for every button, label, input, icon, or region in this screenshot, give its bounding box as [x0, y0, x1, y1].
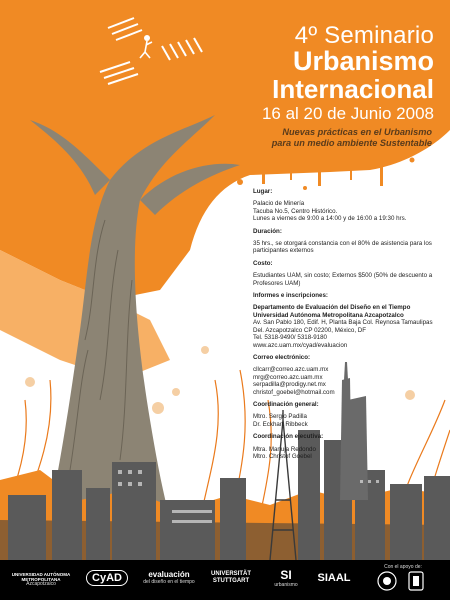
duracion-heading: Duración:	[253, 227, 282, 235]
figure-head	[144, 35, 150, 41]
evaluacion-logo	[138, 570, 200, 585]
evaluacion-logo-name: evaluación	[148, 570, 190, 579]
informes-org: Departamento de Evaluación del Diseño en el Tiempo Universidad Autónoma Metropolitana Azcapotzalco	[253, 304, 411, 319]
correo-heading: Correo electrónico:	[253, 353, 311, 361]
subtitle-line-2: para un medio ambiente Sustentable	[271, 138, 432, 148]
coord-ejecutiva-heading: Coordinación ejecutiva:	[253, 433, 324, 441]
si-logo-sub: urbanismo	[274, 582, 298, 588]
duracion-body: 35 hrs., se otorgará constancia con el 80% de asistencia para los participantes externos	[253, 240, 432, 255]
si-logo-mark: SI	[280, 568, 292, 582]
si-urbanismo-logo	[266, 568, 306, 588]
event-dates: 16 al 20 de Junio 2008	[261, 104, 434, 123]
coord-general-heading: Coordinación general:	[253, 400, 319, 408]
costo-heading: Costo:	[253, 259, 273, 267]
lugar-heading: Lugar:	[253, 188, 273, 195]
sponsor-footer	[0, 560, 450, 600]
stuttgart-line2: STUTTGART	[212, 578, 250, 584]
title-internacional: Internacional	[272, 74, 434, 104]
support-caption: Con el apoyo de:	[384, 564, 422, 570]
stuttgart-line1: UNIVERSITÄT	[210, 571, 251, 577]
correo-body: cllcarr@correo.azc.uam.mx mrg@correo.azc.uam.mx serpadilla@prodigy.net.mx christof_goebel@hotmail.com	[253, 366, 335, 396]
subtitle-line-1: Nuevas prácticas en el Urbanismo	[282, 127, 432, 137]
uam-logo	[10, 572, 72, 587]
siaal-logo: SIAAL	[317, 572, 351, 584]
title-urbanismo: Urbanismo	[292, 46, 434, 76]
uam-logo-name: UNIVERSIDAD AUTÓNOMA METROPOLITANA	[11, 572, 71, 582]
informes-body: Av. San Pablo 180, Edif. H, Planta Baja Col. Reynosa Tamaulipas Del. Azcapotzalco CP 02200, México, DF Tel. 5318-9490/ 5318-9180 www.azc.uam.mx/cyad/evaluacion	[253, 319, 433, 349]
event-info	[253, 188, 433, 460]
costo-body: Estudiantes UAM, sin costo; Externos $500 (50% de descuento a Profesores UAM)	[253, 272, 433, 287]
cyad-logo: CyAD	[86, 570, 128, 586]
uam-logo-sub: Azcapotzalco	[26, 581, 56, 587]
coord-ejecutiva-body: Mtra. Manuja Redondo Mtro. Christof Goebel	[253, 445, 316, 460]
evaluacion-logo-sub: del diseño en el tiempo	[143, 579, 195, 585]
stuttgart-logo	[203, 571, 259, 585]
informes-heading: Informes e inscripciones:	[253, 292, 328, 300]
coord-general-body: Mtro. Sergio Padilla Dr. Eckhart Ribbeck	[253, 413, 308, 428]
title-edition: 4º Seminario	[294, 22, 434, 49]
seal-icons	[373, 570, 433, 592]
lugar-body: Palacio de Minería Tacuba No.5, Centro Histórico. Lunes a viernes de 9:00 a 14:00 y de 16:00 a 19:30 hrs.	[253, 200, 407, 223]
support-logos	[368, 564, 438, 597]
